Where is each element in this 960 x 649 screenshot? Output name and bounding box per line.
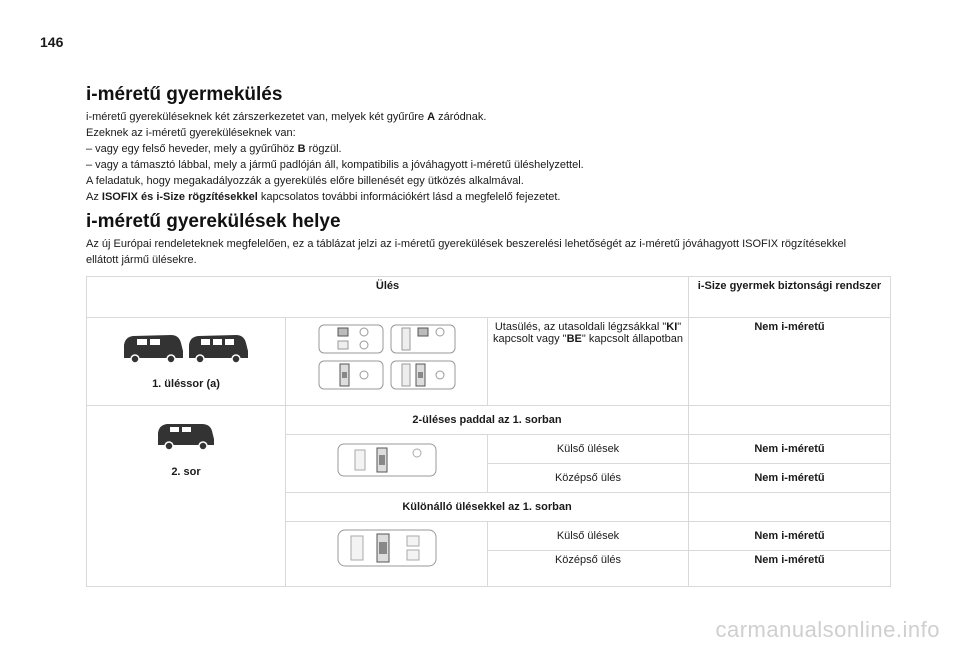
- row1-airbag-cell: Utasülés, az utasoldali légzsákkal "KI" kapcsolt vagy "BE" kapcsolt állapotban: [488, 318, 689, 406]
- seat-layout-grid: [290, 321, 483, 390]
- seat-layout-icon: [390, 360, 456, 390]
- watermark: carmanualsonline.info: [715, 617, 940, 642]
- table-header-row: [87, 277, 891, 318]
- row1-seat-cell: [87, 318, 286, 406]
- page-number: 146: [40, 34, 64, 50]
- group1-result: Nem i-méretű: [689, 464, 891, 493]
- header-seat: Ülés: [87, 277, 689, 318]
- seat-layout-icon: [337, 528, 437, 568]
- group1-result: Nem i-méretű: [689, 435, 891, 464]
- header-system: i-Size gyermek biztonsági rendszer: [689, 277, 891, 318]
- group1-image-cell: [286, 435, 488, 493]
- paragraph: Az új Európai rendeleteknek megfelelően, ez a táblázat jelzi az i-méretű gyerekülések beszerelési lehetőségét az i-méretű jóváhagyott ISOFIX rögzítésekkel ellátott jármű ülésekre.: [86, 238, 847, 266]
- group2-result: Nem i-méretű: [689, 551, 891, 587]
- group2-label: Külső ülések: [488, 522, 689, 551]
- table-row: [87, 406, 891, 435]
- table-row: [87, 318, 891, 406]
- group2-image-cell: [286, 522, 488, 587]
- row1-layouts-cell: [286, 318, 488, 406]
- van-image: [91, 409, 281, 454]
- section-title-seat-positions: i-méretű gyerekülések helye: [86, 211, 341, 232]
- row1-result: Nem i-méretű: [689, 318, 891, 406]
- group2-result: Nem i-méretű: [689, 522, 891, 551]
- group2-label: Középső ülés: [488, 551, 689, 587]
- row1-caption: 1. üléssor (a): [152, 378, 220, 390]
- group2-title: Különálló ülésekkel az 1. sorban: [286, 493, 689, 522]
- paragraph: – vagy a támasztó lábbal, mely a jármű padlóján áll, kompatibilis a jóváhagyott i-méretű üléshelyzettel.: [86, 159, 584, 171]
- row2-seat-cell: [87, 406, 286, 587]
- van-side-icon: [121, 331, 251, 365]
- seat-layout-icon: [390, 324, 456, 354]
- group1-label: Külső ülések: [488, 435, 689, 464]
- paragraph: Az ISOFIX és i-Size rögzítésekkel kapcsolatos további információkért lásd a megfelelő fejezetet.: [86, 191, 561, 203]
- seat-layout-icon: [318, 360, 384, 390]
- paragraph: – vagy egy felső heveder, mely a gyűrűhöz B rögzül.: [86, 143, 342, 155]
- seat-layout-icon: [337, 442, 437, 478]
- row2-caption: 2. sor: [171, 466, 201, 478]
- empty-cell: [689, 406, 891, 435]
- section-title-i-size-child-seat: i-méretű gyermekülés: [86, 84, 283, 105]
- van-side-icon: [156, 421, 216, 451]
- paragraph: Ezeknek az i-méretű gyerekülése​knek van:: [86, 127, 296, 139]
- section-body-1: [86, 109, 886, 205]
- empty-cell: [689, 493, 891, 522]
- seat-table: [86, 276, 891, 587]
- section-body-2: [86, 236, 846, 268]
- group1-label: Középső ülés: [488, 464, 689, 493]
- vans-image: [91, 321, 281, 368]
- group1-title: 2-üléses paddal az 1. sorban: [286, 406, 689, 435]
- paragraph: A feladatuk, hogy megakadályozzák a gyerekülés előre billenését egy ütközés alkalmával.: [86, 175, 524, 187]
- seat-layout-icon: [318, 324, 384, 354]
- paragraph: i-méretű gyerekülése​knek két zárszerkezetet van, melyek két gyűrűre A záródnak.: [86, 111, 487, 123]
